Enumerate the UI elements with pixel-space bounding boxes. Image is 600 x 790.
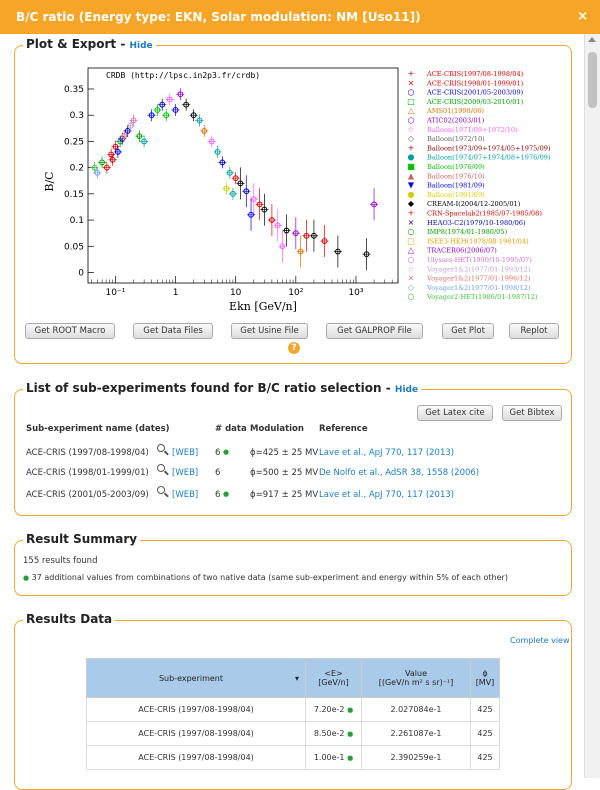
legend-marker: ○: [407, 292, 415, 302]
y-tick-label: 0.3: [69, 111, 84, 122]
scroll-up-arrow-icon[interactable]: [588, 37, 596, 42]
cell-subexp: ACE-CRIS (1997/08-1998/04): [87, 746, 306, 770]
x-tick-label: 10: [229, 288, 242, 298]
cell-energy-value: 7.20e-2: [313, 705, 345, 714]
x-tick-label: 10³: [348, 288, 364, 298]
legend-label: CRN-Spacelab2(1985/07-1985/08): [427, 209, 542, 218]
legend-marker: ▼: [407, 180, 415, 190]
y-axis-label: B/C: [43, 171, 56, 192]
web-link[interactable]: [WEB]: [172, 490, 199, 500]
col-header-phi[interactable]: [471, 659, 500, 698]
col-header-value[interactable]: [362, 659, 471, 698]
modulation-value: ϕ=425 ± 25 MV: [250, 448, 319, 458]
magnifier-icon[interactable]: [157, 464, 165, 472]
legend-marker: ×: [407, 217, 415, 227]
legend-label: IMP8(1974/01-1980/05): [427, 228, 508, 237]
results-header-row: [87, 659, 500, 698]
col-header-energy[interactable]: [306, 659, 362, 698]
col-header-subexp[interactable]: [87, 659, 306, 698]
x-axis-label: Ekn [GeV/n]: [229, 300, 297, 313]
cell-energy: [306, 698, 362, 722]
additional-values-text: [23, 573, 508, 582]
legend-marker: ×: [407, 78, 415, 88]
get-usine-file-button[interactable]: Get Usine File: [231, 323, 308, 339]
col-header-ndata: # data: [215, 424, 247, 434]
get-galprop-file-button[interactable]: Get GALPROP File: [326, 323, 423, 339]
data-count: 6: [215, 490, 221, 500]
legend-label: Voyager1&2(1977/01-1996/12): [427, 274, 531, 283]
y-tick-label: 0.25: [63, 137, 84, 148]
plot-hide-link[interactable]: Hide: [129, 41, 153, 51]
legend-marker: ○: [407, 227, 415, 237]
get-data-files-button[interactable]: Get Data Files: [133, 323, 213, 339]
col-header-reference: Reference: [319, 424, 368, 434]
legend-marker: ○: [407, 115, 415, 125]
legend-marker: □: [407, 96, 415, 106]
y-tick-label: 0.35: [63, 84, 84, 95]
legend-marker: ◇: [407, 282, 415, 292]
legend-label: ACE-CRIS(2001/05-2003/09): [427, 88, 524, 97]
cell-value: 2.027084e-1: [362, 698, 471, 722]
legend-label: Voyager1&2(1977/01-1993/12): [427, 265, 531, 274]
legend-marker: △: [407, 106, 415, 116]
table-row: [87, 722, 500, 746]
y-tick-label: 0.05: [63, 242, 84, 253]
legend-marker: +: [407, 143, 415, 153]
legend-label: AMS01(1998/06): [427, 107, 484, 116]
legend-label: Balloon(1971/09+1972/10): [427, 125, 518, 134]
chart-header-text: CRDB (http://lpsc.in2p3.fr/crdb): [106, 71, 261, 80]
y-tick-label: 0.2: [69, 163, 84, 174]
col-header-value-label: Value: [405, 669, 427, 678]
legend-label: Balloon(1972/10): [427, 135, 485, 144]
subexp-name: ACE-CRIS (2001/05-2003/09): [26, 490, 149, 500]
result-summary-section: [14, 532, 572, 596]
modulation-value: ϕ=917 ± 25 MV: [250, 490, 319, 500]
reference-link[interactable]: Lave et al., ApJ 770, 117 (2013): [319, 490, 455, 500]
col-header-energy-unit: [GeV/n]: [318, 678, 349, 687]
results-table: [86, 658, 500, 770]
get-latex-cite-button[interactable]: Get Latex cite: [417, 405, 493, 421]
legend-label: TRACER06(2006/07): [427, 246, 497, 255]
results-data-title: Results Data: [23, 612, 115, 626]
subexp-name: ACE-CRIS (1998/01-1999/01): [26, 468, 149, 478]
legend-label: HEAO3-C2(1979/10-1980/06): [427, 218, 526, 227]
legend-marker: ●: [407, 152, 415, 162]
green-arrow-icon[interactable]: ●: [223, 448, 230, 456]
plot-export-title: Plot & Export -: [26, 37, 126, 51]
web-link[interactable]: [WEB]: [172, 468, 199, 478]
reference-link[interactable]: De Nolfo et al., AdSR 38, 1558 (2006): [319, 468, 480, 478]
col-header-modulation: Modulation: [250, 424, 304, 434]
y-tick-label: 0.15: [63, 189, 84, 200]
x-tick-label: 1: [172, 288, 179, 298]
data-count: 6: [215, 448, 221, 458]
cell-energy-value: 8.50e-2: [313, 729, 345, 738]
get-bibtex-button[interactable]: Get Bibtex: [502, 405, 562, 421]
vertical-scrollbar[interactable]: [584, 34, 600, 778]
cell-value: 2.261087e-1: [362, 722, 471, 746]
get-plot-button[interactable]: Get Plot: [442, 323, 494, 339]
subexp-hide-link[interactable]: Hide: [394, 385, 419, 395]
legend-label: Balloon(1974/07+1974/08+1976/09): [427, 153, 551, 162]
legend-label: ACE-CRIS(1997/08-1998/04): [427, 70, 524, 78]
col-header-value-unit: [(GeV/n m² s sr)⁻¹]: [378, 678, 454, 687]
legend-marker: ○: [407, 87, 415, 97]
result-summary-title: Result Summary: [23, 532, 140, 546]
legend-marker: ☆: [407, 124, 415, 134]
bc-ratio-chart: [33, 58, 554, 316]
results-found-text: 155 results found: [23, 556, 98, 566]
magnifier-icon[interactable]: [157, 486, 165, 494]
legend-label: ACE-CRIS(2009/03-2010/01): [427, 97, 524, 106]
legend-marker: ◇: [407, 134, 415, 144]
subexp-name: ACE-CRIS (1997/08-1998/04): [26, 448, 149, 458]
legend-marker: ▲: [407, 171, 415, 181]
col-header-subexp-label: Sub-experiment: [158, 673, 224, 683]
legend-marker: ■: [407, 162, 415, 171]
table-row: [87, 698, 500, 722]
legend-label: Balloon(1981/09): [427, 181, 485, 190]
cell-value: 2.390259e-1: [362, 746, 471, 770]
x-tick-label: 10⁻¹: [105, 288, 126, 298]
legend-marker: +: [407, 69, 415, 78]
cell-phi: 425: [471, 722, 500, 746]
plot-export-heading: [23, 37, 156, 51]
help-icon[interactable]: ?: [288, 342, 300, 354]
cell-energy: [306, 746, 362, 770]
y-tick-label: 0.1: [69, 216, 84, 227]
close-icon[interactable]: ×: [577, 9, 588, 24]
reference-link[interactable]: Lave et al., ApJ 770, 117 (2013): [319, 448, 455, 458]
magnifier-icon[interactable]: [157, 444, 165, 452]
green-arrow-icon[interactable]: ●: [223, 490, 230, 498]
col-header-energy-label: <E>: [324, 669, 343, 678]
cell-subexp: ACE-CRIS (1997/08-1998/04): [87, 722, 306, 746]
data-count: 6: [215, 468, 221, 478]
col-header-subexp: Sub-experiment name (dates): [26, 424, 170, 434]
col-header-phi-unit: [MV]: [475, 678, 495, 687]
subexp-heading: [23, 381, 421, 395]
cell-energy: [306, 722, 362, 746]
cell-phi: 425: [471, 698, 500, 722]
legend-label: Voyager1&2(1977/01-1998/12): [427, 283, 531, 292]
legend-marker: ○: [407, 255, 415, 264]
col-header-phi-label: ϕ: [482, 669, 488, 678]
legend-label: Balloon(1976/10): [427, 172, 485, 181]
window-title-bar: [0, 0, 600, 34]
cell-phi: 425: [471, 746, 500, 770]
green-arrow-icon[interactable]: ●: [347, 754, 354, 762]
chart-area: [33, 58, 554, 316]
legend-label: ISEE3-HKH(1978/08-1981/04): [427, 237, 529, 246]
legend-label: CREAM-I(2004/12-2005/01): [427, 200, 521, 209]
legend-marker: +: [407, 208, 415, 218]
cell-subexp: ACE-CRIS (1997/08-1998/04): [87, 698, 306, 722]
legend-label: Balloon(1991/09): [427, 190, 485, 199]
modulation-value: ϕ=500 ± 25 MV: [250, 468, 319, 478]
complete-view-link[interactable]: Complete view: [510, 636, 570, 645]
replot-button[interactable]: Replot: [509, 323, 559, 339]
legend-label: Balloon(1976/09): [427, 163, 485, 171]
legend-label: Balloon(1973/09+1974/05+1975/09): [427, 144, 551, 153]
get-root-macro-button[interactable]: Get ROOT Macro: [25, 323, 115, 339]
table-row: [87, 746, 500, 770]
y-tick-label: 0: [78, 268, 84, 279]
legend-marker: ☆: [407, 264, 415, 274]
green-arrow-icon[interactable]: ●: [347, 706, 354, 714]
legend-marker: □: [407, 236, 415, 246]
additional-values-label: 37 additional values from combinations of two native data (same sub-experiment and energy within 5% of each other): [31, 573, 508, 582]
scrollbar-thumb[interactable]: [588, 52, 597, 108]
green-arrow-icon: ●: [23, 574, 30, 582]
subexp-title: List of sub-experiments found for B/C ratio selection -: [26, 381, 391, 395]
legend-label: Voyager2-HET(1986/01-1987/12): [427, 293, 538, 302]
cell-energy-value: 1.00e-1: [313, 753, 345, 762]
legend-marker: ×: [407, 273, 415, 283]
window-title: B/C ratio (Energy type: EKN, Solar modulation: NM [Uso11]): [16, 10, 421, 24]
green-arrow-icon[interactable]: ●: [347, 730, 354, 738]
x-tick-label: 10²: [288, 288, 304, 298]
legend-label: Ulysses-HET(1990/10-1995/07): [427, 256, 532, 264]
legend-marker: ◆: [407, 199, 415, 209]
legend-label: ACE-CRIS(1998/01-1999/01): [427, 79, 524, 88]
legend-label: ATIC02(2003/01): [427, 116, 485, 125]
sort-arrow-icon[interactable]: ▾: [294, 673, 299, 683]
web-link[interactable]: [WEB]: [172, 448, 199, 458]
legend-marker: △: [407, 245, 415, 255]
legend-marker: ●: [407, 189, 415, 199]
